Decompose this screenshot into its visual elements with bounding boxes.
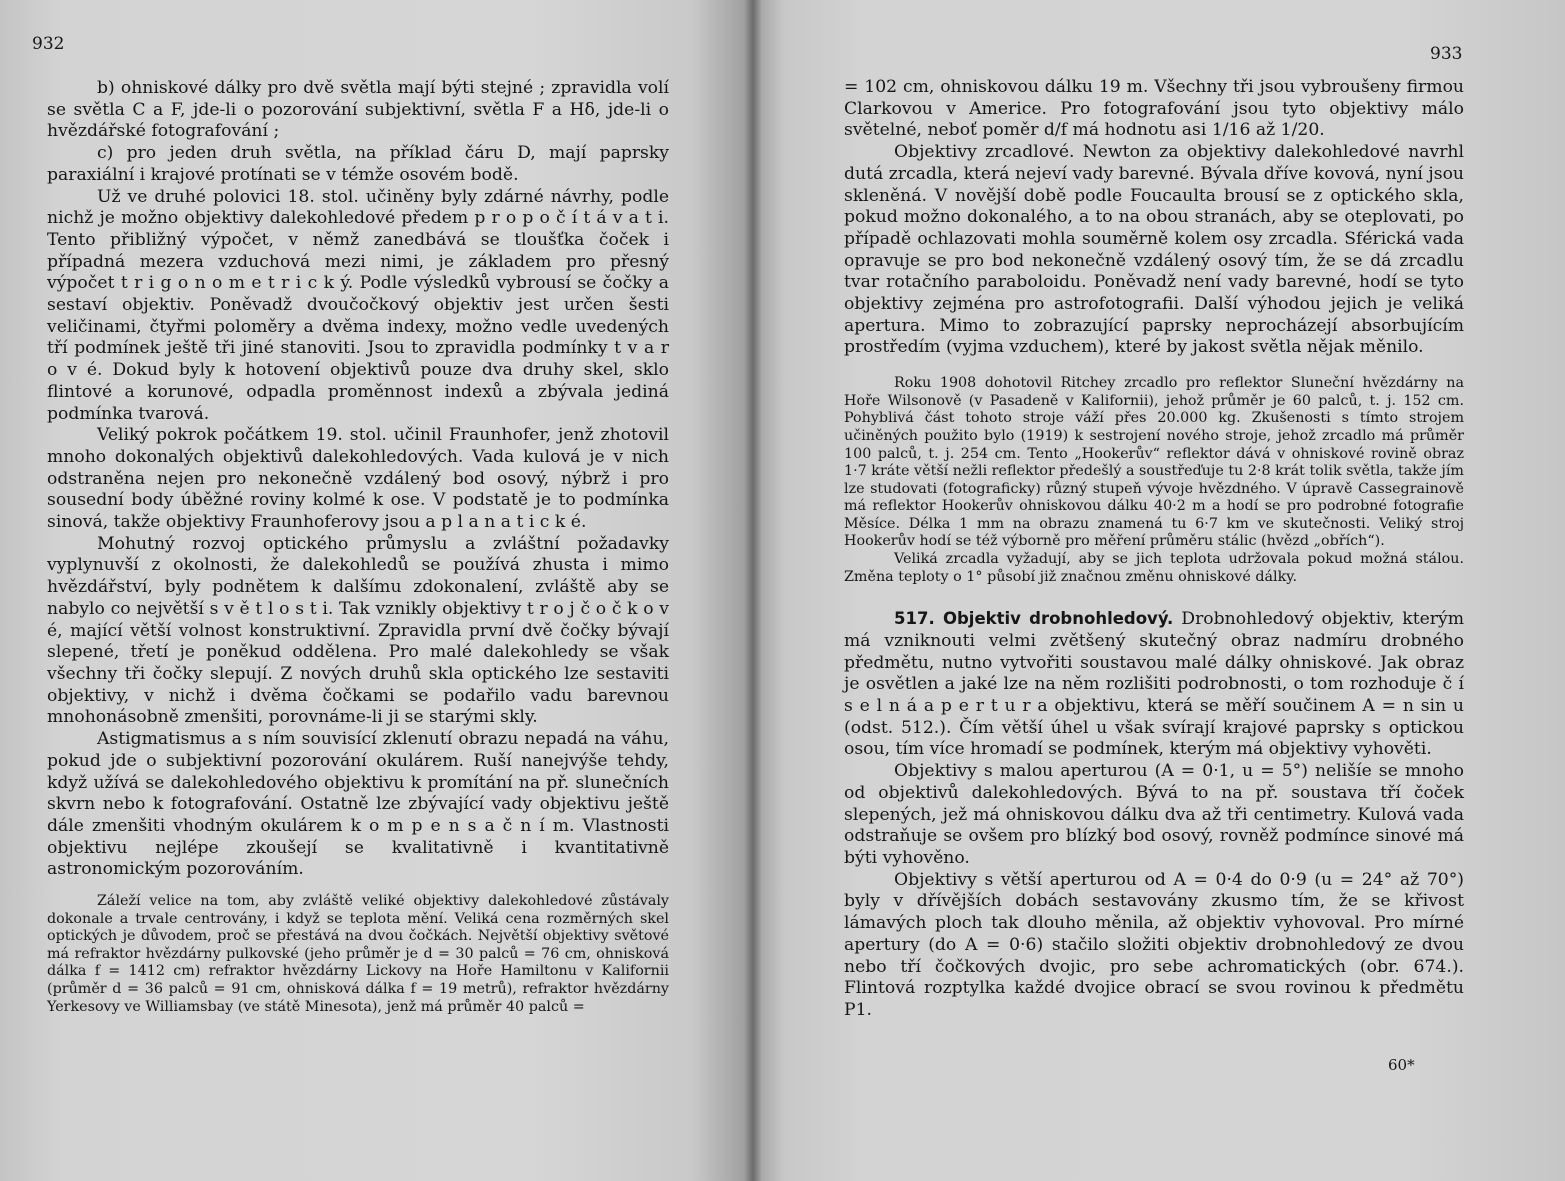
- section-body: Drobnohledový objektiv, kterým má vzniknouti velmi zvětšený skutečný obraz nadmíru drobného předmětu, nutno vytvořiti soustavou malé dálky ohniskové. Jak obraz je osvětlen a jaké lze na něm rozlišiti podrobnosti, o tom rozhoduje č í s e l n á a p e r t u r a objektivu, která se měří součinem A = n sin u (odst. 512.). Čím větší úhel u však svírají krajové paprsky s optickou osou, tím více hromadí se podmínek, kterým má objektivy vyhověti.: [844, 609, 1465, 760]
- signature-mark: 60*: [1388, 1056, 1415, 1074]
- paragraph: = 102 cm, ohniskovou dálku 19 m. Všechny tři jsou vybroušeny firmou Clarkovou v Americe. Pro fotografování jsou tyto objektivy málo světelné, neboť poměr d/f má hodnotu asi 1/16 až 1/20.: [844, 77, 1464, 141]
- paragraph: Objektivy s větší aperturou od A = 0·4 do 0·9 (u = 24° až 70°) byly v dřívějších dobách sestavovány zkusmo tím, že se křivost lámavých ploch tak dlouho měnila, až objektiv vyhovoval. Pro mírné apertury (do A = 0·6) stačilo složiti objektiv drobnohledový ze dvou nebo tří čočkových dvojic, pro sebe achromatických (obr. 674.). Flintová rozptylka každé dvojice obrací se svou rovinou k předmětu P1.: [844, 869, 1464, 1020]
- paragraph: Objektivy zrcadlové. Newton za objektivy dalekohledové navrhl dutá zrcadla, která nejeví vady barevné. Bývala dříve kovová, nyní jsou skleněná. V novější době podle Foucaulta brousí se z optického skla, pokud možno dokonalého, a to na obou stranách, aby se oteplovati, po případě ochlazovati mohla souměrně kolem osy zrcadla. Sférická vada opravuje se pro bod nekonečně vzdálený osový tím, že se dá zrcadlu tvar rotačního paraboloidu. Poněvadž není vady barevné, hodí se tyto objektivy zejména pro astrofotografii. Další výhodou jejich je veliká apertura. Mimo to zobrazující paprsky neprocházejí absorbujícím prostředím (vyjma vzduchem), které by jakost světla nějak měnilo.: [844, 142, 1464, 358]
- section-paragraph: [844, 608, 1464, 761]
- paragraph: Objektivy s malou aperturou (A = 0·1, u = 5°) nelišíe se mnoho od objektivů dalekohledových. Bývá to na př. soustava tří čoček slepených, jež má ohniskovou dálku dva až tři centimetry. Kulová vada odstraňuje se ovšem pro blízký bod osový, rovněž podmínce sinové má býti vyhověno.: [844, 761, 1464, 868]
- paragraph: Už ve druhé polovici 18. stol. učiněny byly zdárné návrhy, podle nichž je možno objektivy dalekohledové předem p r o p o č í t á v a t i. Tento přibližný výpočet, v němž zanedbává se tloušťka čoček i případná mezera vzduchová mezi nimi, je základem pro přesný výpočet t r i g o n o m e t r i c k ý. Podle výsledků vybrousí se čočky a sestaví objektiv. Poněvadž dvoučočkový objektiv jest určen šesti veličinami, čtyřmi poloměry a dvěma indexy, možno vedle uvedených tří podmínek ještě tři jiné stanoviti. Jsou to zpravidla podmínky t v a r o v é. Dokud byly k hotovení objektivů pouze dva druhy skel, sklo flintové a korunové, odpadla proměnnost indexů a zbývala jediná podmínka tvarová.: [47, 186, 669, 424]
- page-number-right: 933: [1430, 44, 1463, 64]
- paragraph: Astigmatismus a s ním souvisící zklenutí obrazu nepadá na váhu, pokud jde o subjektivní pozorování okulárem. Ruší nanejvýše tehdy, když užívá se dalekohledového objektivu k promítání na př. slunečních skvrn nebo k fotografování. Ostatně lze zbývající vady objektivu ještě dále zmenšiti vhodným okulárem k o m p e n s a č n í m. Vlastnosti objektivu nejlépe zkoušejí se kvalitativně i kvantitativně astronomickým pozorováním.: [47, 729, 669, 880]
- right-page: [752, 0, 1565, 1181]
- page-number-left: 932: [32, 34, 65, 54]
- small-print-paragraph: Veliká zrcadla vyžadují, aby se jich teplota udržovala pokud možná stálou. Změna teploty o 1° působí již značnou změnu ohniskové dálky.: [844, 551, 1464, 585]
- paragraph: c) pro jeden druh světla, na příklad čáru D, mají paprsky paraxiální i krajové protínati se v témže osovém bodě.: [47, 143, 669, 185]
- small-print-paragraph: Záleží velice na tom, aby zvláště veliké objektivy dalekohledové zůstávaly dokonale a trvale centrovány, i když se teplota mění. Veliká cena rozměrných skel optických je důvodem, proč se přestává na dvou čočkách. Největší objektivy světové má refraktor hvězdárny pulkovské (jeho průměr je d = 30 palců = 76 cm, ohnisková dálka f = 1412 cm) refraktor hvězdárny Lickovy na Hoře Hamiltonu v Kalifornii (průměr d = 36 palců = 91 cm, ohnisková dálka f = 19 metrů), refraktor hvězdárny Yerkesovy ve Williamsbay (ve státě Minesota), jenž má průměr 40 palců =: [47, 893, 669, 1015]
- section-heading: 517. Objektiv drobnohledový.: [894, 609, 1174, 629]
- paragraph: Mohutný rozvoj optického průmyslu a zvláštní požadavky vyplynuvší z okolnosti, že dalekohledů se používá zhusta i mimo hvězdářství, byly podnětem k dalšímu zdokonalení, zvláště aby se nabylo co největší s v ě t l o s t i. Tak vznikly objektivy t r o j č o č k o v é, mající větší volnost konstruktivní. Zpravidla první dvě čočky bývají slepené, třetí je poněkud oddělena. Pro malé dalekohledy se však všechny tři čočky slepují. Z nových druhů skla optického lze sestaviti objektivy, v nichž i dvěma čočkami se podařilo vadu barevnou mnohonásobně zmenšiti, porovnáme-li ji se starými skly.: [47, 533, 669, 728]
- paragraph: b) ohniskové dálky pro dvě světla mají býti stejné ; zpravidla volí se světla C a F, jde-li o pozorování subjektivní, světla F a Hδ, jde-li o hvězdářské fotografování ;: [47, 78, 669, 142]
- left-page-text: [47, 78, 669, 1016]
- paragraph: Veliký pokrok počátkem 19. stol. učinil Fraunhofer, jenž zhotovil mnoho dokonalých objektivů dalekohledových. Vada kulová je v nich odstraněna nejen pro nekonečně vzdálený bod osový, nýbrž i pro sousední body úběžné roviny kolmé k ose. V podstatě je to podmínka sinová, takže objektivy Fraunhoferovy jsou a p l a n a t i c k é.: [47, 425, 669, 533]
- left-page: [0, 0, 752, 1181]
- right-page-text: [844, 77, 1464, 1022]
- small-print-paragraph: Roku 1908 dohotovil Ritchey zrcadlo pro reflektor Sluneční hvězdárny na Hoře Wilsonově (v Pasadeně v Kalifornii), jehož průměr je 60 palců, t. j. 152 cm. Pohyblivá část tohoto stroje váží přes 20.000 kg. Zkušenosti s tímto strojem učiněných použito bylo (1919) k sestrojení nového stroje, jehož zrcadlo má průměr 100 palců, t. j. 254 cm. Tento „Hookerův“ reflektor dává v ohniskové rovině obraz 1·7 kráte větší nežli reflektor předešlý a soustřeďuje tu 2·8 krát tolik světla, takže jím lze studovati (fotograficky) různý stupeň vývoje hvězdného. V úpravě Cassegrainově má reflektor Hookerův ohniskovou dálku 40·2 m a hodí se pro podrobné fotografie Měsíce. Délka 1 mm na obrazu znamená tu 6·7 km ve skutečnosti. Veliký stroj Hookerův hodí se též výborně pro měření průměru stálic (hvězd „obřích“).: [844, 375, 1464, 550]
- book-gutter: [744, 0, 762, 1181]
